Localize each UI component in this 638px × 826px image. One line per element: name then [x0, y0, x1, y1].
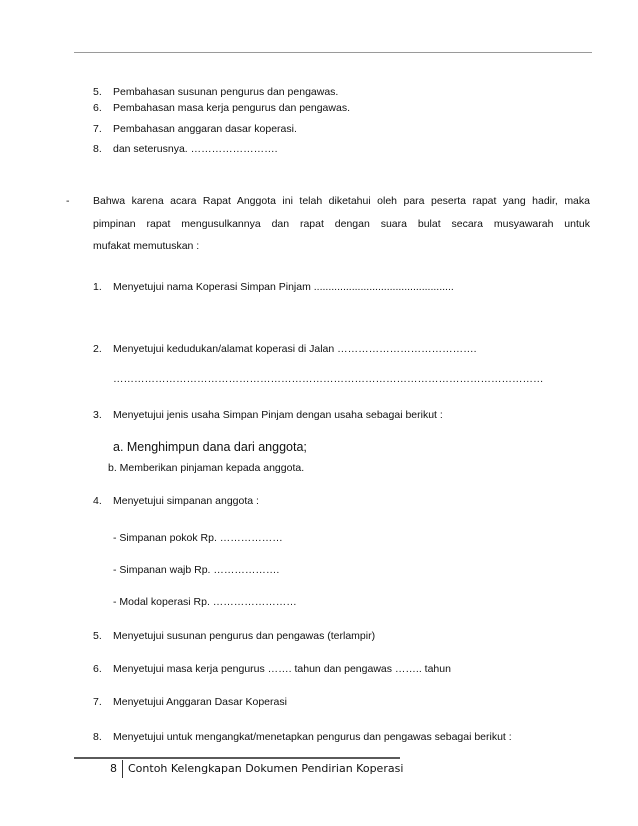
- decision-number: 8.: [93, 731, 102, 743]
- decision-text: Menyetujui Anggaran Dasar Koperasi: [113, 696, 287, 708]
- agenda-item: Pembahasan anggaran dasar koperasi.: [113, 123, 297, 135]
- agenda-number: 5.: [93, 86, 102, 98]
- decision-text: Menyetujui kedudukan/alamat koperasi di Jalan ………………………………….: [113, 343, 477, 355]
- intro-dash: -: [66, 195, 70, 207]
- decision-text: Menyetujui susunan pengurus dan pengawas (terlampir): [113, 630, 376, 642]
- decision-text: Menyetujui masa kerja pengurus ……. tahun dan pengawas …….. tahun: [113, 663, 451, 675]
- agenda-item: Pembahasan susunan pengurus dan pengawas.: [113, 86, 339, 98]
- business-item: b. Memberikan pinjaman kepada anggota.: [108, 462, 305, 474]
- decision-number: 4.: [93, 495, 102, 507]
- decision-number: 6.: [93, 663, 102, 675]
- savings-item: - Simpanan wajb Rp. ……………….: [113, 564, 280, 576]
- decision-text: Menyetujui simpanan anggota :: [113, 495, 259, 507]
- decision-number: 7.: [93, 696, 102, 708]
- page-number: 8: [110, 762, 117, 775]
- footer-rule: [74, 757, 400, 759]
- decision-number: 5.: [93, 630, 102, 642]
- agenda-number: 7.: [93, 123, 102, 135]
- decision-text: Menyetujui jenis usaha Simpan Pinjam dengan usaha sebagai berikut :: [113, 409, 443, 421]
- address-continuation: ……………………………………………………………………………………………………………: [113, 373, 544, 385]
- business-item: a. Menghimpun dana dari anggota;: [113, 440, 307, 454]
- intro-line: mufakat memutuskan :: [93, 240, 200, 252]
- intro-line: pimpinan rapat mengusulkannya dan rapat dengan suara bulat secara musyawarah untuk: [93, 218, 590, 230]
- decision-number: 3.: [93, 409, 102, 421]
- footer-separator: [122, 760, 123, 778]
- decision-text: Menyetujui nama Koperasi Simpan Pinjam ................................................: [113, 281, 454, 293]
- agenda-number: 6.: [93, 102, 102, 114]
- decision-text: Menyetujui untuk mengangkat/menetapkan pengurus dan pengawas sebagai berikut :: [113, 731, 512, 743]
- agenda-number: 8.: [93, 143, 102, 155]
- header-rule: [74, 52, 592, 53]
- agenda-item: dan seterusnya. …………………….: [113, 143, 278, 155]
- decision-number: 1.: [93, 281, 102, 293]
- decision-number: 2.: [93, 343, 102, 355]
- footer-title: Contoh Kelengkapan Dokumen Pendirian Koperasi: [128, 762, 404, 775]
- savings-item: - Simpanan pokok Rp. ………………: [113, 532, 283, 544]
- savings-item: - Modal koperasi Rp. ……………………: [113, 596, 297, 608]
- intro-line: Bahwa karena acara Rapat Anggota ini telah diketahui oleh para peserta rapat yang hadir, maka: [93, 195, 590, 207]
- agenda-item: Pembahasan masa kerja pengurus dan pengawas.: [113, 102, 350, 114]
